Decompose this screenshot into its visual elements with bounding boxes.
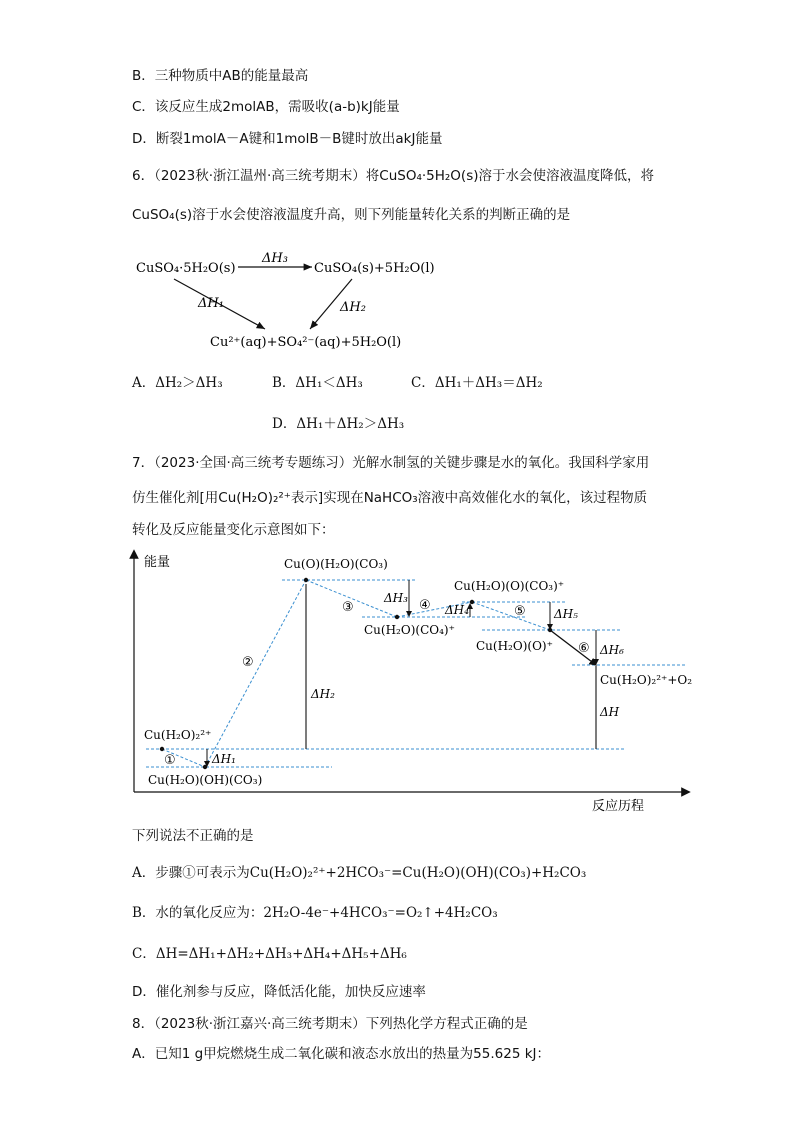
dh2-label: ΔH₂ xyxy=(311,687,335,701)
q8-option-a: A．已知1 g甲烷燃烧生成二氧化碳和液态水放出的热量为55.625 kJ： xyxy=(132,1046,551,1062)
q5-option-c: C．该反应生成2molAB，需吸收(a-b)kJ能量 xyxy=(132,99,400,115)
species-s0: Cu(H₂O)₂²⁺ xyxy=(144,728,212,742)
q7-option-a: A．步骤①可表示为Cu(H₂O)₂²⁺+2HCO₃⁻=Cu(H₂O)(OH)(CO₃)+H₂CO₃ xyxy=(132,865,587,881)
step-1: ① xyxy=(164,753,176,768)
species-s6: Cu(H₂O)₂²⁺+O₂ xyxy=(600,673,693,687)
q7-option-b: B．水的氧化反应为：2H₂O-4e⁻+4HCO₃⁻=O₂↑+4H₂CO₃ xyxy=(132,905,498,921)
step-6: ⑥ xyxy=(578,641,590,656)
y-axis-label: 能量 xyxy=(144,555,171,570)
dh5-label: ΔH₅ xyxy=(554,607,578,621)
q6-option-c: C．ΔH₁＋ΔH₃＝ΔH₂ xyxy=(411,375,543,391)
q6-option-b: B．ΔH₁＜ΔH₃ xyxy=(272,375,363,391)
q6-option-d: D．ΔH₁＋ΔH₂＞ΔH₃ xyxy=(272,416,405,432)
q5-option-d: D．断裂1molA－A键和1molB－B键时放出akJ能量 xyxy=(132,131,443,147)
q7-stem-line3: 转化及反应能量变化示意图如下： xyxy=(132,522,335,538)
species-s1: Cu(H₂O)(OH)(CO₃) xyxy=(148,773,263,787)
q7-prompt: 下列说法不正确的是 xyxy=(132,828,254,844)
q8-stem: 8．（2023秋·浙江嘉兴·高三统考期末）下列热化学方程式正确的是 xyxy=(132,1016,528,1032)
q7-energy-diagram xyxy=(126,548,696,820)
q6-option-a: A．ΔH₂＞ΔH₃ xyxy=(132,375,223,391)
species-s2: Cu(O)(H₂O)(CO₃) xyxy=(284,557,388,571)
species-s4: Cu(H₂O)(O)(CO₃)⁺ xyxy=(454,579,565,593)
q7-stem-line2: 仿生催化剂[用Cu(H₂O)₂²⁺表示]实现在NaHCO₃溶液中高效催化水的氧化，该过程物质 xyxy=(132,490,648,506)
q6-bottom-species: Cu²⁺(aq)+SO₄²⁻(aq)+5H₂O(l) xyxy=(210,335,402,350)
q7-stem-line1: 7．（2023·全国·高三统考专题练习）光解水制氢的关键步骤是水的氧化。我国科学家用 xyxy=(132,455,650,471)
q6-stem-line1: 6．（2023秋·浙江温州·高三统考期末）将CuSO₄·5H₂O(s)溶于水会使溶液温度降低，将 xyxy=(132,168,655,184)
species-s3: Cu(H₂O)(CO₄)⁺ xyxy=(364,623,455,637)
q7-option-d: D．催化剂参与反应，降低活化能，加快反应速率 xyxy=(132,984,426,1000)
q6-left-species: CuSO₄·5H₂O(s) xyxy=(136,261,236,276)
step-3: ③ xyxy=(342,600,354,615)
step-4: ④ xyxy=(419,598,431,613)
q7-option-c: C．ΔH=ΔH₁+ΔH₂+ΔH₃+ΔH₄+ΔH₅+ΔH₆ xyxy=(132,946,407,962)
dh1-label: ΔH₁ xyxy=(212,752,236,766)
x-axis-label: 反应历程 xyxy=(592,799,645,814)
q6-energy-scheme xyxy=(130,245,435,355)
dh4-label: ΔH₄ xyxy=(445,603,469,617)
q6-stem-line2: CuSO₄(s)溶于水会使溶液温度升高，则下列能量转化关系的判断正确的是 xyxy=(132,207,571,223)
step-5: ⑤ xyxy=(514,604,526,619)
dh6-label: ΔH₆ xyxy=(600,643,624,657)
q6-right-species: CuSO₄(s)+5H₂O(l) xyxy=(314,261,435,276)
q6-dh1-label: ΔH₁ xyxy=(198,296,224,311)
species-s5: Cu(H₂O)(O)⁺ xyxy=(476,639,553,653)
step-2: ② xyxy=(242,655,254,670)
q6-dh3-label: ΔH₃ xyxy=(262,251,288,266)
q6-dh2-label: ΔH₂ xyxy=(340,300,366,315)
q5-option-b: B．三种物质中AB的能量最高 xyxy=(132,68,309,84)
dh-total-label: ΔH xyxy=(600,705,620,719)
dh3-label: ΔH₃ xyxy=(384,591,408,605)
